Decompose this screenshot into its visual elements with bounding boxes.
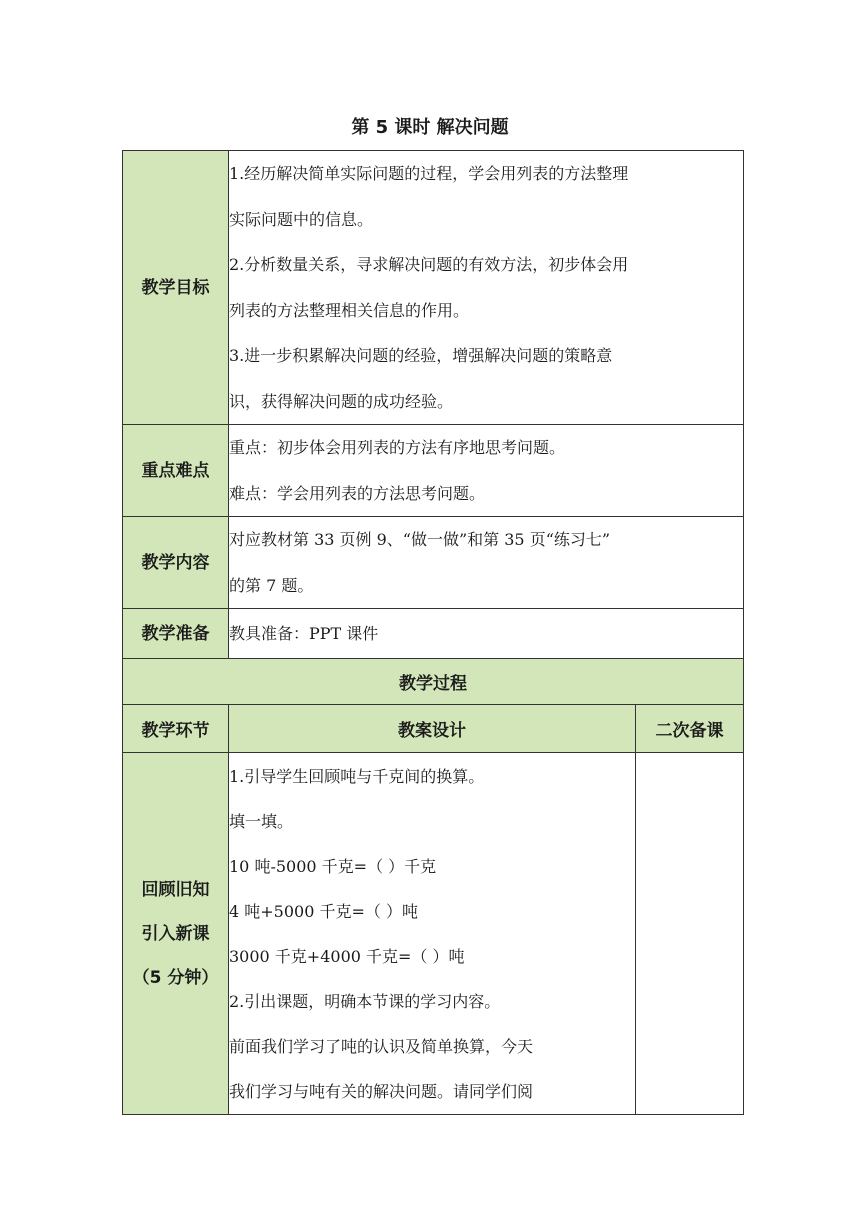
content-content [229, 517, 744, 609]
review-row [123, 753, 744, 1115]
review-line: 3000 千克+4000 千克=（ ）吨 [229, 947, 465, 966]
key-points-content [229, 425, 744, 517]
review-line: 前面我们学习了吨的认识及简单换算，今天 [229, 1037, 534, 1056]
review-line: 填一填。 [229, 812, 294, 831]
review-line: 10 吨-5000 千克=（ ）千克 [229, 857, 437, 876]
objectives-content [229, 151, 744, 425]
column-header-row [123, 705, 744, 753]
content-line: 对应教材第 33 页例 9、“做一做”和第 35 页“练习七” [229, 530, 611, 549]
design-column-header: 教案设计 [229, 705, 636, 753]
content-row [123, 517, 744, 609]
second-prep-column-header: 二次备课 [636, 705, 744, 753]
review-line: 1.引导学生回顾吨与千克间的换算。 [229, 767, 485, 786]
preparation-line: 教具准备：PPT 课件 [229, 623, 379, 643]
preparation-row [123, 609, 744, 659]
stage-column-header: 教学环节 [123, 705, 229, 753]
preparation-content [229, 609, 744, 659]
objectives-line: 1.经历解决简单实际问题的过程，学会用列表的方法整理 [229, 164, 629, 183]
lesson-plan-table [122, 150, 744, 1115]
review-second-prep [636, 753, 744, 1115]
review-label [123, 753, 229, 1115]
process-header-row [123, 659, 744, 705]
objectives-line: 列表的方法整理相关信息的作用。 [229, 300, 470, 320]
objectives-label: 教学目标 [123, 151, 229, 425]
review-label-line: 回顾旧知 [141, 879, 210, 900]
objectives-line: 3.进一步积累解决问题的经验，增强解决问题的策略意 [229, 346, 613, 365]
review-line: 4 吨+5000 千克=（ ）吨 [229, 902, 418, 921]
review-design-content [229, 753, 636, 1115]
lesson-title: 第 5 课时 解决问题 [351, 117, 509, 138]
content-label: 教学内容 [123, 517, 229, 609]
difficult-point-line: 难点：学会用列表的方法思考问题。 [229, 483, 486, 503]
objectives-line: 识，获得解决问题的成功经验。 [229, 391, 454, 411]
review-label-line: （5 分钟） [132, 967, 219, 988]
process-header: 教学过程 [123, 659, 744, 705]
review-line: 我们学习与吨有关的解决问题。请同学们阅 [229, 1082, 534, 1101]
content-line: 的第 7 题。 [229, 575, 314, 595]
objectives-line: 2.分析数量关系，寻求解决问题的有效方法，初步体会用 [229, 255, 629, 274]
key-points-row [123, 425, 744, 517]
key-point-line: 重点：初步体会用列表的方法有序地思考问题。 [229, 438, 566, 457]
objectives-line: 实际问题中的信息。 [229, 209, 374, 229]
review-label-line: 引入新课 [141, 923, 210, 944]
preparation-label: 教学准备 [123, 609, 229, 659]
review-line: 2.引出课题，明确本节课的学习内容。 [229, 992, 501, 1011]
objectives-row [123, 151, 744, 425]
key-points-label: 重点难点 [123, 425, 229, 517]
